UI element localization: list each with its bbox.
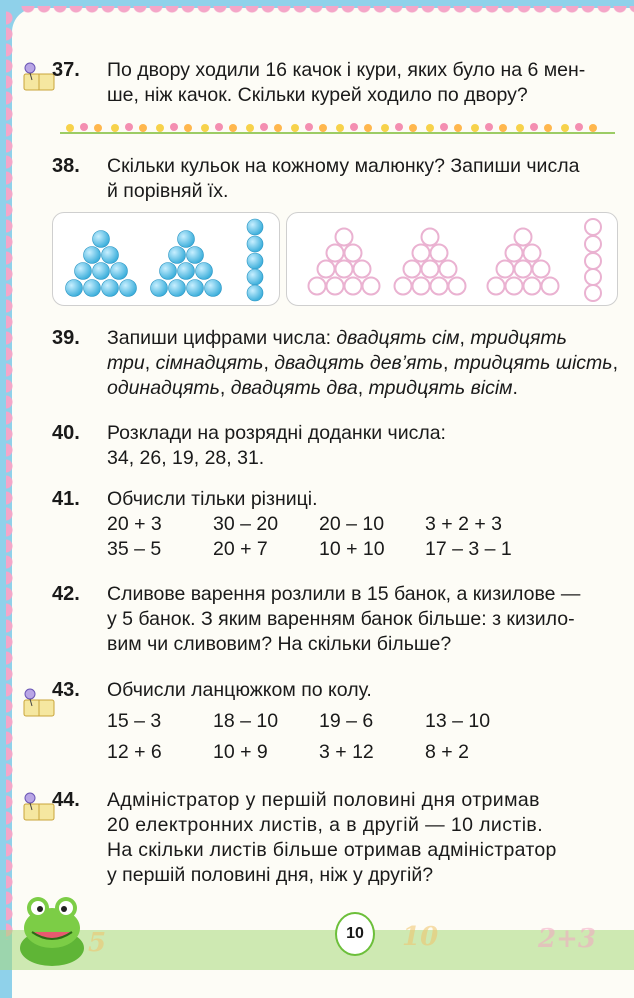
task-text-line: 34, 26, 19, 28, 31. [107,447,265,469]
expression: 10 + 10 [319,538,385,560]
task-text-line: Обчисли тільки різниці. [107,488,318,510]
task-38 [52,154,624,204]
expression: 12 + 6 [107,741,162,763]
task-42 [52,582,624,657]
word-number: тридцять вісім [368,377,513,399]
task-number: 41. [52,488,80,510]
comma: , [219,377,231,399]
task-number: 39. [52,327,80,349]
task-40 [52,421,624,471]
word-number: двадцять два [230,377,358,399]
comma: , [442,352,454,374]
expression: 20 + 3 [107,513,162,535]
expression: 20 + 7 [213,538,268,560]
task-text-line: По двору ходили 16 качок і кури, яких було на 6 мен- [107,59,586,81]
word-number: три [107,352,145,374]
expression: 18 – 10 [213,710,279,732]
text: Запиши цифрами числа: [107,327,337,349]
pink-balls-picture [286,212,618,306]
word-number: одинадцять [107,377,220,399]
word-number: сімнадцять [155,352,264,374]
task-text-line: Сливове варення розлили в 15 банок, а кизилове — [107,583,581,605]
task-text-line: вим чи сливовим? На скільки більше? [107,633,452,655]
expression-row [107,512,624,537]
task-text-line: 20 електронних листів, а в другій — 10 листів. [107,814,544,836]
task-number: 40. [52,422,80,444]
task-text-line: у 5 банок. З яким варенням банок більше: з кизило- [107,608,575,630]
task-text-line: На скільки листів більше отримав адміністратор [107,839,557,861]
task-number: 37. [52,59,80,81]
task-number: 44. [52,789,80,811]
task-text-line: й порівняй їх. [107,180,229,202]
task-text-line: Обчисли ланцюжком по колу. [107,679,372,701]
expression: 13 – 10 [425,710,491,732]
decor-number: 5 [88,928,107,958]
word-number: тридцять шість [453,352,613,374]
task-44 [52,788,624,888]
expression: 17 – 3 – 1 [425,538,512,560]
expression: 30 – 20 [213,513,279,535]
task-39 [52,326,624,401]
page-number: 10 [335,912,375,956]
decor-number: 2+3 [538,924,596,954]
task-text-line: у першій половині дня, ніж у другій? [107,864,434,886]
expression: 19 – 6 [319,710,374,732]
expression-row [107,537,624,562]
task-41 [52,487,624,562]
blue-balls-picture [52,212,280,306]
task-text-line [107,326,624,351]
expression: 3 + 2 + 3 [425,513,502,535]
period: . [512,377,518,399]
task-text-line [107,376,624,401]
frog-icon [14,888,90,968]
task-text-line: Розклади на розрядні доданки числа: [107,422,446,444]
task-number: 43. [52,679,80,701]
expression: 35 – 5 [107,538,162,560]
expression-row [107,709,624,734]
comma: , [357,377,369,399]
task-number: 38. [52,155,80,177]
comma: , [459,327,471,349]
task-text-line: ше, ніж качок. Скільки курей ходило по двору? [107,84,528,106]
comma: , [263,352,275,374]
word-number: двадцять сім [336,327,460,349]
word-number: двадцять дев’ять [274,352,443,374]
flower-divider [60,121,615,137]
comma: , [144,352,156,374]
decor-number: 10 [402,922,439,952]
task-43 [52,678,624,765]
expression: 3 + 12 [319,741,374,763]
task-number: 42. [52,583,80,605]
expression: 10 + 9 [213,741,268,763]
expression: 8 + 2 [425,741,469,763]
task-37 [52,58,624,108]
expression: 15 – 3 [107,710,162,732]
expression-row [107,740,624,765]
expression: 20 – 10 [319,513,385,535]
task-text-line: три, сімнадцять, двадцять дев’ять, тридцять шість, [107,352,618,374]
word-number: тридцять [470,327,567,349]
task-text-line: Скільки кульок на кожному малюнку? Запиши числа [107,155,580,177]
top-scallop-border [20,6,634,20]
task-text-line: Адміністратор у першій половині дня отримав [107,789,540,811]
